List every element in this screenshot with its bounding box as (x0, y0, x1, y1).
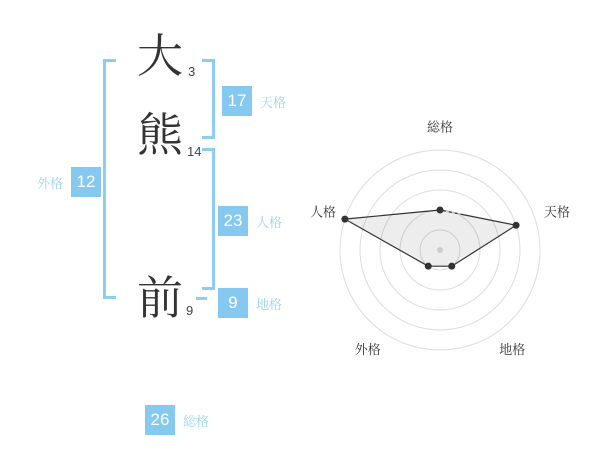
chikaku-tick (196, 297, 207, 300)
radar-axis-label: 人格 (309, 204, 337, 220)
radar-polygon (345, 210, 516, 266)
chikaku-label: 地格 (256, 296, 283, 312)
soukaku-badge-row (145, 405, 209, 435)
stroke-count-2: 14 (187, 144, 202, 159)
jinkaku-label: 人格 (256, 214, 283, 230)
radar-point (437, 207, 444, 214)
name-char-3: 前 (137, 272, 183, 324)
soukaku-value: 26 (145, 405, 175, 435)
name-char-2: 熊 (137, 109, 183, 161)
radar-point (448, 263, 455, 270)
jinkaku-bracket (202, 148, 215, 290)
jinkaku-value: 23 (218, 206, 248, 236)
radar-center-dot (437, 247, 443, 253)
radar-axis-label: 総格 (426, 119, 454, 135)
gaikaku-label: 外格 (37, 175, 64, 191)
tenkaku-badge-row (222, 86, 286, 116)
jinkaku-badge-row (218, 206, 282, 236)
radar-point (425, 263, 432, 270)
gaikaku-bracket (103, 59, 116, 299)
radar-point (341, 216, 348, 223)
chikaku-value: 9 (218, 288, 248, 318)
gaikaku-value: 12 (71, 167, 101, 197)
chikaku-badge-row (218, 288, 282, 318)
radar-axis-label: 地格 (499, 342, 526, 357)
radar-axis-label: 天格 (543, 204, 571, 220)
stroke-count-1: 3 (188, 64, 196, 79)
name-char-1: 大 (137, 30, 183, 82)
radar-chart (290, 100, 600, 370)
stroke-count-3: 9 (186, 303, 194, 318)
gaikaku-badge-row (37, 167, 101, 197)
tenkaku-bracket (202, 59, 215, 139)
soukaku-label: 総格 (183, 413, 210, 429)
radar-axis-label: 外格 (354, 342, 381, 357)
radar-point (513, 222, 520, 229)
tenkaku-value: 17 (222, 86, 252, 116)
tenkaku-label: 天格 (260, 94, 287, 110)
